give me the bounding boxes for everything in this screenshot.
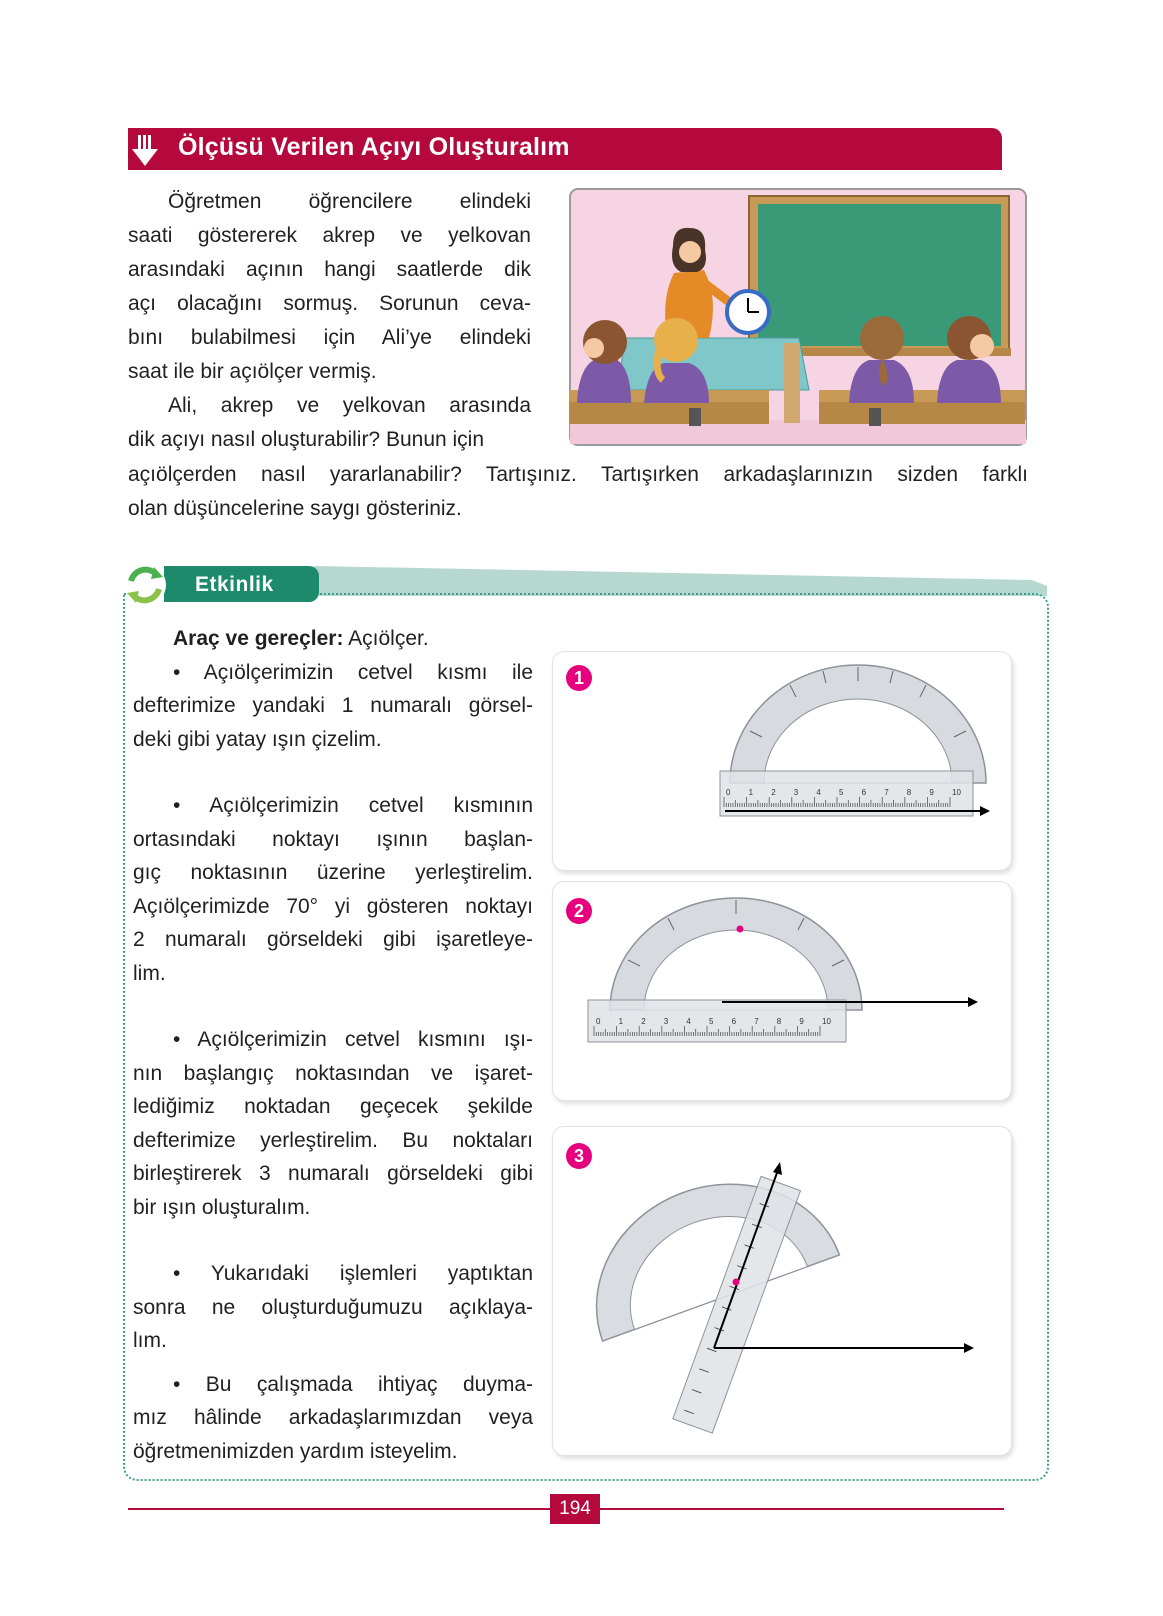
step-line: • Yukarıdaki işlemleri yaptıktan	[173, 1262, 533, 1285]
ruler-label: 6	[861, 788, 867, 797]
ruler-label: 3	[793, 788, 799, 797]
classroom-illustration	[569, 188, 1027, 446]
materials-label: Araç ve gereçler:	[173, 627, 344, 650]
intro-text-wide	[128, 458, 1028, 526]
step-line: lediğimiz noktadan geçecek şekilde	[133, 1095, 533, 1118]
figure-badge-1: 1	[566, 665, 592, 691]
intro-line: açıölçerden nasıl yararlanabilir? Tartışınız. Tartışırken arkadaşlarınızın sizden farklı	[128, 463, 1028, 486]
step-line: • Açıölçerimizin cetvel kısmı ile	[173, 660, 533, 684]
intro-line: olan düşüncelerine saygı gösteriniz.	[128, 497, 462, 520]
ray-arrowhead	[980, 806, 990, 816]
ray-arrowhead	[773, 1162, 782, 1175]
ruler-label: 10	[822, 1017, 831, 1026]
intro-line: açı olacağını sormuş. Sorunun ceva-	[128, 292, 531, 315]
step-line: ortasındaki noktayı ışının başlan-	[133, 827, 533, 851]
step-line: öğretmenimizden yardım isteyelim.	[133, 1439, 458, 1463]
figure-badge-2: 2	[566, 898, 592, 924]
figure-badge-3: 3	[566, 1143, 592, 1169]
step-line: birleştirerek 3 numaralı görseldeki gibi	[133, 1162, 533, 1185]
step-line: bir ışın oluşturalım.	[133, 1195, 311, 1219]
ruler-label: 5	[839, 788, 844, 797]
ruler-label: 0	[726, 788, 731, 797]
protractor-figure-2	[596, 898, 1000, 1048]
ruler-label: 2	[771, 788, 776, 797]
activity-steps	[133, 622, 533, 1468]
step-line: lım.	[133, 1329, 167, 1352]
activity-band	[314, 566, 1047, 596]
ruler-label: 1	[748, 788, 754, 797]
ruler-label: 9	[799, 1017, 804, 1026]
ruler-label: 7	[754, 1017, 759, 1026]
step-line: 2 numaralı görseldeki gibi işaretleye-	[133, 928, 533, 951]
intro-line: Öğretmen öğrencilere elindeki	[168, 190, 531, 213]
ruler-label: 3	[663, 1017, 669, 1026]
activity-label: Etkinlik	[195, 573, 274, 596]
intro-line: dik açıyı nasıl oluşturabilir? Bunun için	[128, 428, 485, 451]
ruler-label: 1	[618, 1017, 624, 1026]
step-line: defterimize yerleştirelim. Bu noktaları	[133, 1128, 533, 1152]
marked-point	[737, 926, 744, 933]
footer-line-left	[128, 1508, 550, 1510]
ruler-label: 8	[776, 1017, 782, 1026]
intro-text	[128, 185, 531, 457]
ruler-label: 7	[884, 788, 889, 797]
intro-line: saat ile bir açıölçer vermiş.	[128, 360, 377, 383]
step-line: gıç noktasının üzerine yerleştirelim.	[133, 861, 533, 884]
ruler-label: 4	[686, 1017, 691, 1026]
ruler-label: 8	[906, 788, 912, 797]
section-title: Ölçüsü Verilen Açıyı Oluşturalım	[178, 133, 570, 161]
ray-arrowhead	[968, 997, 978, 1007]
protractor-figure-1	[720, 665, 1000, 835]
ruler-label: 9	[929, 788, 934, 797]
step-line: • Açıölçerimizin cetvel kısmının	[173, 794, 533, 817]
ruler-label: 5	[709, 1017, 714, 1026]
intro-line: arasındaki açının hangi saatlerde dik	[128, 258, 531, 281]
page-number: 194	[550, 1494, 600, 1524]
step-line: • Açıölçerimizin cetvel kısmını ışı-	[173, 1028, 533, 1051]
ruler-label: 0	[596, 1017, 601, 1026]
intro-line: bını bulabilmesi için Ali’ye elindeki	[128, 326, 531, 349]
ruler-label: 10	[952, 788, 961, 797]
materials-value: Açıölçer.	[343, 627, 429, 650]
down-arrow-icon	[130, 134, 162, 168]
footer-line-right	[600, 1508, 1004, 1510]
step-line: defterimize yandaki 1 numaralı görsel-	[133, 694, 533, 717]
step-line: Açıölçerimizde 70° yi gösteren noktayı	[133, 894, 533, 918]
marked-point	[733, 1279, 740, 1286]
step-line: lim.	[133, 961, 166, 985]
step-line: sonra ne oluşturduğumuzu açıklaya-	[133, 1295, 533, 1319]
intro-line: Ali, akrep ve yelkovan arasında	[168, 394, 531, 417]
materials-line	[133, 622, 533, 656]
intro-line: saati göstererek akrep ve yelkovan	[128, 224, 531, 247]
ruler-label: 6	[731, 1017, 737, 1026]
protractor-figure-3	[586, 1150, 996, 1440]
step-line: • Bu çalışmada ihtiyaç duyma-	[173, 1372, 533, 1396]
ruler-label: 4	[816, 788, 821, 797]
step-line: deki gibi yatay ışın çizelim.	[133, 727, 382, 751]
ruler-label: 2	[641, 1017, 646, 1026]
step-line: mız hâlinde arkadaşlarımızdan veya	[133, 1406, 533, 1429]
step-line: nın başlangıç noktasından ve işaret-	[133, 1061, 533, 1085]
recycle-activity-icon	[121, 561, 169, 609]
ray-arrowhead	[964, 1343, 974, 1353]
